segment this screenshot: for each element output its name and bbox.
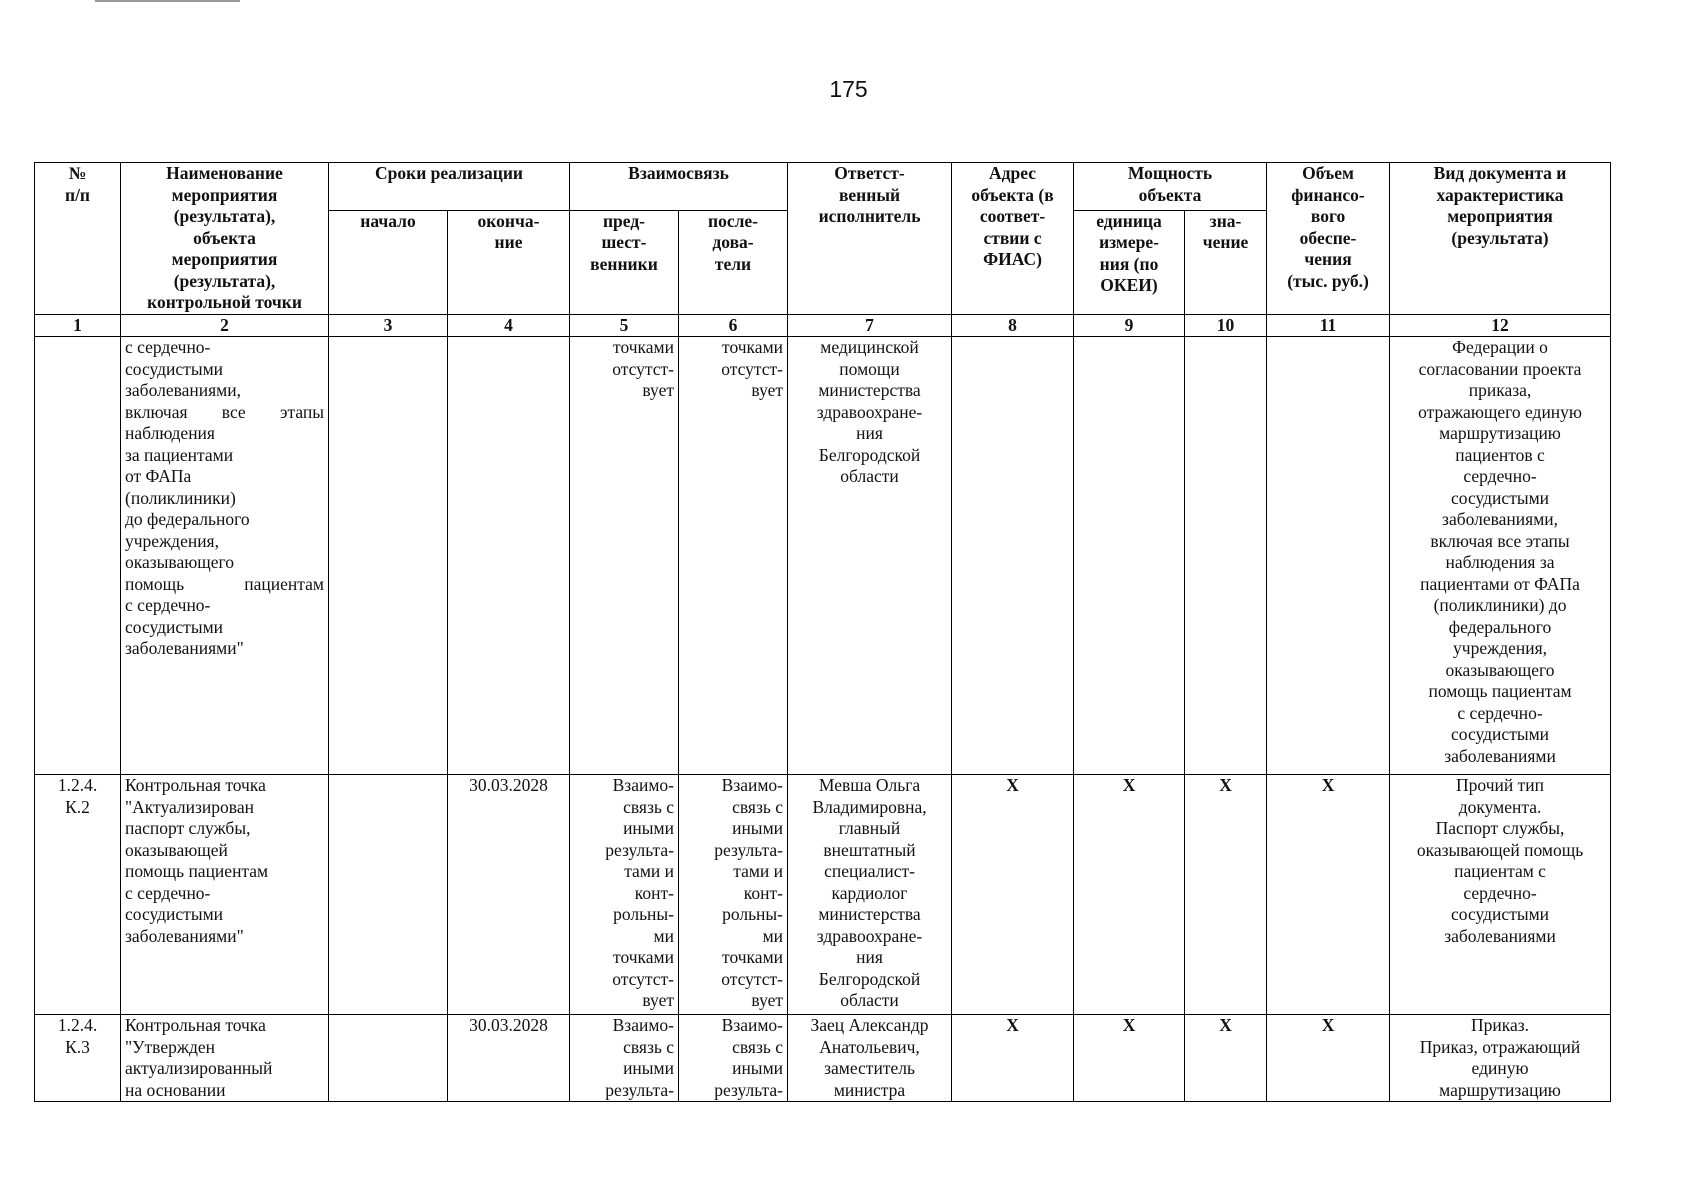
text-line: Приказ, отражающий xyxy=(1419,1036,1581,1057)
text-line: сердечно- xyxy=(1463,466,1537,486)
text-line: вует xyxy=(642,380,674,400)
text-line: оказывающего xyxy=(125,552,235,572)
text-line: включая все этапы xyxy=(1430,530,1570,551)
text-line: Вид документа и xyxy=(1433,163,1567,183)
header-value xyxy=(1185,210,1267,314)
table-row xyxy=(35,1015,1611,1102)
text-line: после- xyxy=(708,210,759,231)
text-line: Взаимо- xyxy=(612,775,674,795)
col-number: 5 xyxy=(570,314,679,337)
text-line: медицинской xyxy=(820,337,919,357)
text-line: Белгородской xyxy=(818,444,921,465)
text-line: Федерации о xyxy=(1452,337,1548,357)
row-end: 30.03.2028 xyxy=(448,775,570,1015)
row-value: X xyxy=(1185,1015,1267,1102)
text-line: Адрес xyxy=(989,163,1036,183)
text-line: тами и xyxy=(624,861,674,881)
text-line: учреждения, xyxy=(125,530,219,551)
text-line: финансо- xyxy=(1291,184,1365,205)
text-line: внештатный xyxy=(823,839,916,860)
text-line: сосудистыми xyxy=(125,904,224,924)
text-line: контрольной точки xyxy=(147,292,302,312)
text-line: венный xyxy=(838,184,901,205)
text-line: наблюдения за xyxy=(1445,552,1555,572)
row-financing: X xyxy=(1267,775,1390,1015)
text-line: заболеваниями" xyxy=(125,925,244,946)
row-responsible xyxy=(788,1015,952,1102)
text-line: помощь пациентам xyxy=(125,573,324,594)
text-line: с сердечно- xyxy=(1457,702,1543,723)
text-line: ние xyxy=(494,232,523,253)
text-line: согласовании проекта xyxy=(1418,358,1582,379)
row-financing: X xyxy=(1267,1015,1390,1102)
text-line: приказа, xyxy=(1468,380,1532,400)
text-line: заболеваниями" xyxy=(125,638,244,658)
text-line: заболеваниями, xyxy=(125,380,241,400)
text-line: до федерального xyxy=(125,509,250,529)
top-rule xyxy=(95,0,240,2)
text-line: кардиолог xyxy=(831,882,908,903)
row-address: X xyxy=(952,775,1074,1015)
text-line: вует xyxy=(751,380,784,400)
text-line: Ответст- xyxy=(834,163,905,183)
table-row xyxy=(35,775,1611,1015)
text-line: (результата) xyxy=(1451,227,1549,248)
text-line: рольны- xyxy=(613,904,674,924)
text-line: ми xyxy=(762,925,784,946)
text-line: Белгородской xyxy=(818,968,921,989)
text-line: Взаимо- xyxy=(612,1015,674,1035)
row-end: 30.03.2028 xyxy=(448,1015,570,1102)
row-responsible xyxy=(788,775,952,1015)
text-line: вого xyxy=(1310,206,1346,226)
row-number xyxy=(35,1015,121,1102)
row-number xyxy=(35,775,121,1015)
text-line: оказывающей помощь xyxy=(1416,839,1584,860)
header-address xyxy=(952,163,1074,315)
text-line: К.3 xyxy=(65,1036,90,1057)
text-line: специалист- xyxy=(824,861,915,881)
text-line: исполнитель xyxy=(818,206,921,226)
text-line: маршрутизацию xyxy=(1439,1079,1561,1100)
row-address: X xyxy=(952,1015,1074,1102)
text-line: Мевша Ольга xyxy=(818,775,921,795)
text-line: пред- xyxy=(602,210,646,231)
text-line: ФИАС) xyxy=(983,249,1042,269)
text-line: К.2 xyxy=(65,796,90,817)
text-line: "Актуализирован xyxy=(125,796,254,817)
text-line: Объем xyxy=(1302,163,1354,183)
col-number: 6 xyxy=(679,314,788,337)
text-line: чение xyxy=(1202,232,1249,253)
text-line: 1.2.4. xyxy=(57,775,98,795)
header-row-1 xyxy=(35,163,1611,211)
text-line: Мощность xyxy=(1127,163,1213,183)
text-line: заболеваниями, xyxy=(1442,509,1559,529)
text-line: вует xyxy=(751,990,784,1010)
text-line: за пациентами xyxy=(125,444,234,465)
text-line: ния xyxy=(856,423,883,443)
text-line: пациентами от ФАПа xyxy=(1420,573,1580,594)
text-line: иными xyxy=(732,818,784,838)
text-line: связь с xyxy=(623,796,674,817)
text-line: связь с xyxy=(732,1036,784,1057)
row-start xyxy=(329,1015,448,1102)
text-line: федерального xyxy=(1448,616,1552,637)
text-line: иными xyxy=(623,1058,674,1078)
col-number: 8 xyxy=(952,314,1074,337)
header-end xyxy=(448,210,570,314)
col-number: 11 xyxy=(1267,314,1390,337)
text-line: включая все этапы xyxy=(125,401,324,422)
text-line: оконча- xyxy=(477,210,540,231)
text-line: маршрутизацию xyxy=(1439,423,1561,443)
text-line: области xyxy=(840,466,899,486)
text-line: точками xyxy=(613,337,674,357)
row-unit: X xyxy=(1074,775,1185,1015)
text-line: Анатольевич, xyxy=(819,1036,920,1057)
text-line: ОКЕИ) xyxy=(1100,275,1158,296)
header-unit xyxy=(1074,210,1185,314)
text-line: сосудистыми xyxy=(125,358,224,379)
text-line: № xyxy=(68,163,87,183)
row-post xyxy=(679,775,788,1015)
row-financing xyxy=(1267,337,1390,775)
text-line: (поликлиники) xyxy=(125,487,236,508)
text-line: Взаимо- xyxy=(721,1015,784,1035)
text-line: (результата), xyxy=(173,270,276,291)
header-document xyxy=(1390,163,1611,315)
text-line: сосудистыми xyxy=(1451,904,1550,924)
text-line: министра xyxy=(833,1079,906,1100)
text-line: документа. xyxy=(1458,796,1542,817)
text-line: мероприятия xyxy=(171,184,278,205)
text-line: "Утвержден xyxy=(125,1036,215,1057)
text-line: связь с xyxy=(623,1036,674,1057)
text-line: объекта (в xyxy=(971,184,1054,205)
text-line: сосудистыми xyxy=(1451,724,1550,744)
text-line: чения xyxy=(1304,249,1352,269)
text-line: результа- xyxy=(714,839,784,860)
text-line: (результата), xyxy=(173,206,276,226)
text-line: с сердечно- xyxy=(125,882,211,903)
row-address xyxy=(952,337,1074,775)
header-terms: Сроки реализации xyxy=(329,163,570,211)
text-line: (тыс. руб.) xyxy=(1287,270,1369,291)
row-name xyxy=(121,775,329,1015)
text-line: точками xyxy=(722,337,784,357)
text-line: Заец Александр xyxy=(810,1015,929,1035)
row-unit xyxy=(1074,337,1185,775)
row-number xyxy=(35,337,121,775)
text-line: ствии с xyxy=(983,227,1042,248)
row-pred xyxy=(570,337,679,775)
text-line: результа- xyxy=(714,1079,784,1100)
text-line: помощь пациентам xyxy=(125,861,269,881)
text-line: заместитель xyxy=(824,1058,915,1078)
row-unit: X xyxy=(1074,1015,1185,1102)
text-line: министерства xyxy=(818,904,921,924)
text-line: оказывающей xyxy=(125,839,228,860)
text-line: тели xyxy=(714,253,752,274)
row-post xyxy=(679,337,788,775)
text-line: отсутст- xyxy=(721,968,784,989)
text-line: (поликлиники) до xyxy=(1433,595,1567,615)
text-line: вует xyxy=(642,990,674,1010)
text-line: оказывающего xyxy=(1445,659,1555,680)
row-document xyxy=(1390,337,1611,775)
row-end xyxy=(448,337,570,775)
text-line: с сердечно- xyxy=(125,337,211,357)
text-line: актуализированный xyxy=(125,1058,273,1078)
text-line: результа- xyxy=(605,1079,674,1100)
text-line: области xyxy=(840,990,899,1010)
text-line: помощи xyxy=(839,358,900,379)
text-line: рольны- xyxy=(722,904,784,924)
text-line: Взаимо- xyxy=(721,775,784,795)
text-line: Приказ. xyxy=(1471,1015,1530,1035)
col-number: 10 xyxy=(1185,314,1267,337)
text-line: п/п xyxy=(64,184,91,205)
text-line: тами и xyxy=(733,861,784,881)
text-line: отсутст- xyxy=(612,968,674,989)
text-line: заболеваниями xyxy=(1444,745,1556,766)
text-line: Паспорт службы, xyxy=(1435,818,1565,838)
text-line: министерства xyxy=(818,380,921,400)
text-line: ми xyxy=(653,925,674,946)
text-line: от ФАПа xyxy=(125,466,192,486)
row-pred xyxy=(570,1015,679,1102)
text-line: отражающего единую xyxy=(1418,401,1582,422)
text-line: связь с xyxy=(732,796,784,817)
text-line: сердечно- xyxy=(1463,882,1537,903)
col-number: 3 xyxy=(329,314,448,337)
text-line: сосудистыми xyxy=(125,616,224,637)
row-start xyxy=(329,337,448,775)
text-line: Владимировна, xyxy=(812,796,927,817)
row-post xyxy=(679,1015,788,1102)
header-num xyxy=(35,163,121,315)
text-line: пациентов с xyxy=(1455,444,1545,465)
row-document xyxy=(1390,775,1611,1015)
text-line: учреждения, xyxy=(1453,638,1548,658)
text-line: венники xyxy=(590,253,658,274)
text-line: единую xyxy=(1471,1058,1529,1078)
column-numbers-row xyxy=(35,314,1611,337)
col-number: 9 xyxy=(1074,314,1185,337)
table-row xyxy=(35,337,1611,775)
text-line: иными xyxy=(623,818,674,838)
text-line: главный xyxy=(838,818,901,838)
text-line: Наименование xyxy=(166,163,283,183)
text-line: конт- xyxy=(743,882,784,903)
text-line: шест- xyxy=(601,232,647,253)
text-line: обеспе- xyxy=(1299,227,1357,248)
row-name xyxy=(121,1015,329,1102)
text-line: мероприятия xyxy=(1447,206,1553,226)
header-name xyxy=(121,163,329,315)
col-number: 4 xyxy=(448,314,570,337)
col-number: 7 xyxy=(788,314,952,337)
text-line: Прочий тип xyxy=(1456,775,1545,795)
header-start: начало xyxy=(329,210,448,314)
text-line: Контрольная точка xyxy=(125,1015,266,1035)
header-responsible xyxy=(788,163,952,315)
activities-table xyxy=(34,162,1611,1102)
text-line: соответ- xyxy=(979,206,1046,226)
text-line: отсутст- xyxy=(612,358,674,379)
row-responsible xyxy=(788,337,952,775)
text-line: Контрольная точка xyxy=(125,775,266,795)
text-line: объекта xyxy=(193,227,256,248)
row-pred xyxy=(570,775,679,1015)
text-line: сосудистыми xyxy=(1451,487,1550,508)
col-number: 1 xyxy=(35,314,121,337)
text-line: характеристика xyxy=(1436,184,1564,205)
text-line: пациентам с xyxy=(1454,861,1546,881)
header-post xyxy=(679,210,788,314)
text-line: дова- xyxy=(712,232,754,253)
text-line: измере- xyxy=(1099,232,1159,253)
text-line: с сердечно- xyxy=(125,595,211,615)
text-line: мероприятия xyxy=(171,249,278,269)
row-document xyxy=(1390,1015,1611,1102)
col-number: 12 xyxy=(1390,314,1611,337)
header-power xyxy=(1074,163,1267,211)
header-pred xyxy=(570,210,679,314)
text-line: наблюдения xyxy=(125,423,215,443)
text-line: помощь пациентам xyxy=(1428,681,1572,701)
text-line: заболеваниями xyxy=(1444,925,1556,946)
row-name xyxy=(121,337,329,775)
text-line: точками xyxy=(722,947,784,967)
row-value xyxy=(1185,337,1267,775)
text-line: паспорт службы, xyxy=(125,818,251,838)
text-line: единица xyxy=(1096,210,1162,231)
text-line: объекта xyxy=(1138,184,1202,205)
col-number: 2 xyxy=(121,314,329,337)
text-line: 1.2.4. xyxy=(57,1015,98,1035)
text-line: точками xyxy=(613,947,674,967)
header-financing xyxy=(1267,163,1390,315)
text-line: ния (по xyxy=(1099,253,1159,274)
text-line: здравоохране- xyxy=(816,401,923,422)
row-start xyxy=(329,775,448,1015)
text-line: ния xyxy=(856,947,883,967)
header-link: Взаимосвязь xyxy=(570,163,788,211)
text-line: отсутст- xyxy=(721,358,784,379)
text-line: результа- xyxy=(605,839,674,860)
text-line: зна- xyxy=(1209,210,1242,231)
text-line: конт- xyxy=(634,882,674,903)
row-value: X xyxy=(1185,775,1267,1015)
page-number: 175 xyxy=(829,76,868,102)
text-line: иными xyxy=(732,1058,784,1078)
text-line: здравоохране- xyxy=(816,925,923,946)
text-line: на основании xyxy=(125,1079,226,1100)
